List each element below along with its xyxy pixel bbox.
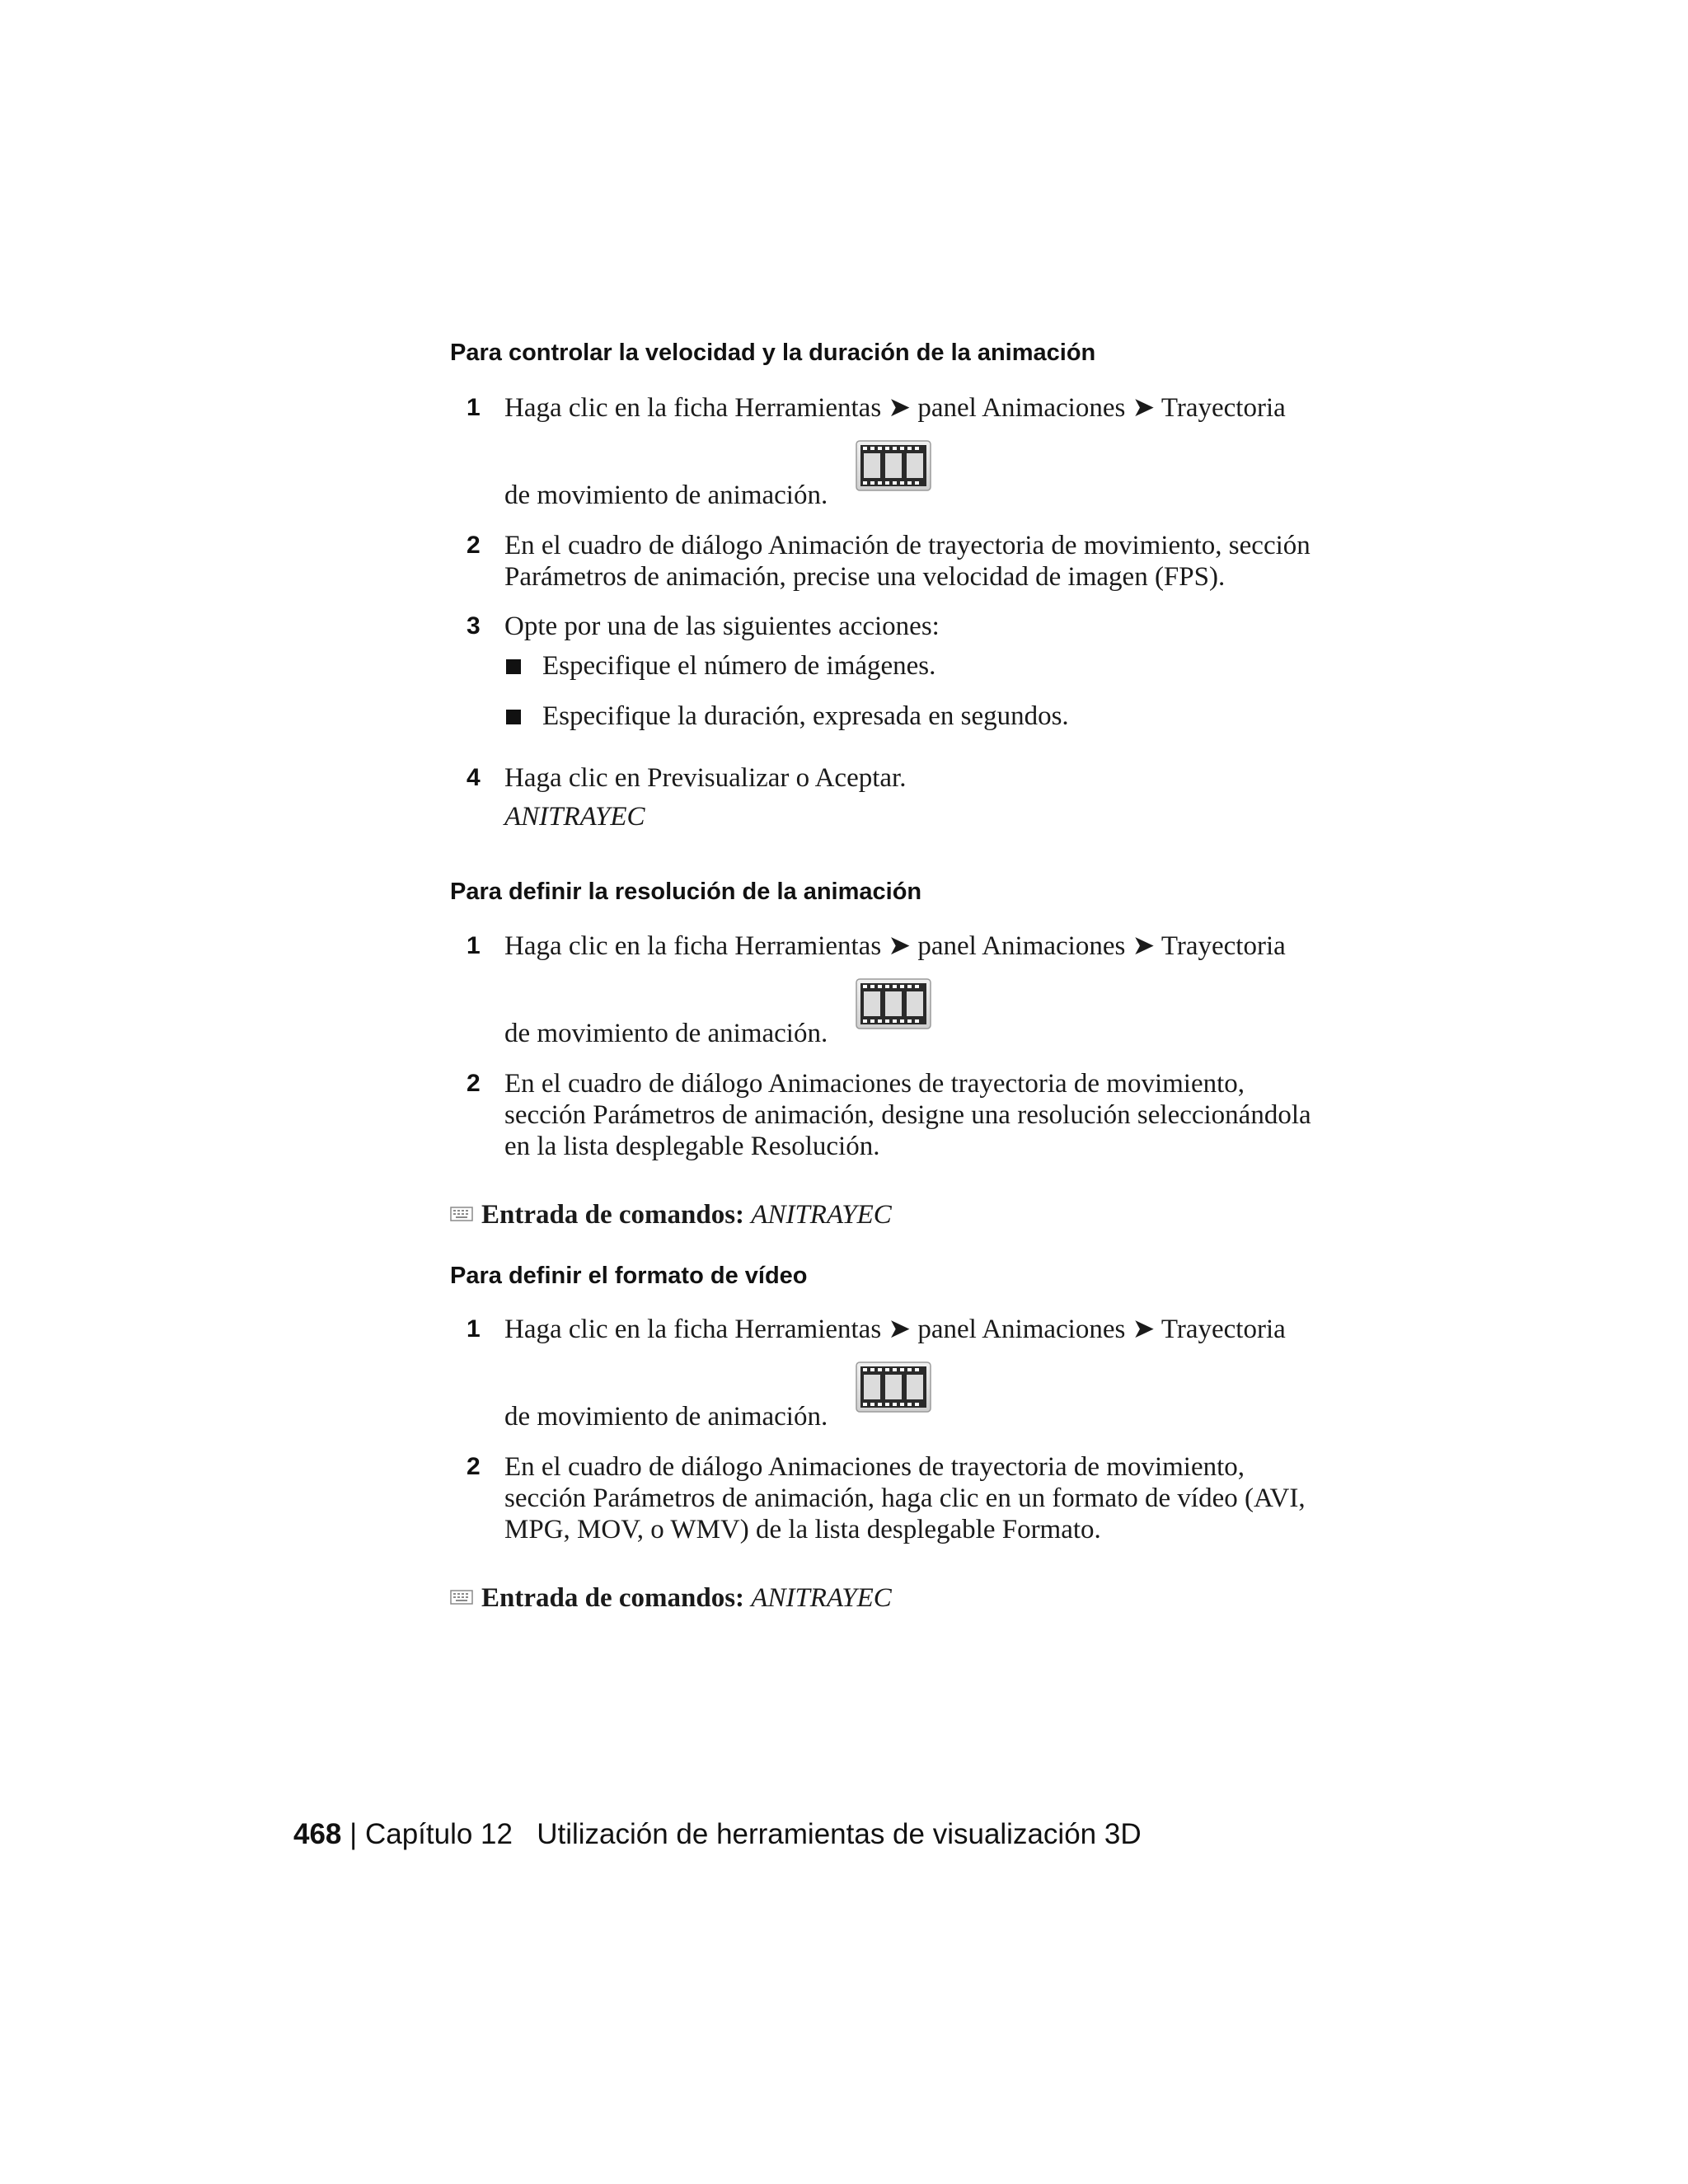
section-heading-resolution: Para definir la resolución de la animación: [450, 879, 922, 905]
step-number: 1: [467, 394, 481, 421]
step-text: sección Parámetros de animación, haga clic en un formato de vídeo (AVI,: [504, 1483, 1306, 1513]
bullet-text: Especifique el número de imágenes.: [542, 651, 936, 681]
step-number: 4: [467, 764, 481, 791]
step-number: 3: [467, 612, 481, 640]
step-text: Haga clic en la ficha Herramientas ➤ panel Animaciones ➤ Trayectoria: [504, 393, 1286, 423]
step-number: 2: [467, 532, 481, 559]
keyboard-icon: [450, 1588, 473, 1606]
step-text: en la lista desplegable Resolución.: [504, 1132, 880, 1161]
step-text: de movimiento de animación.: [504, 480, 828, 510]
step-text: de movimiento de animación.: [504, 1019, 828, 1048]
film-strip-icon: [856, 978, 931, 1029]
bullet-text: Especifique la duración, expresada en segundos.: [542, 701, 1069, 731]
step-text: sección Parámetros de animación, designe una resolución seleccionándola: [504, 1100, 1311, 1130]
step-text: MPG, MOV, o WMV) de la lista desplegable Formato.: [504, 1515, 1101, 1544]
film-strip-icon: [856, 440, 931, 491]
step-text: En el cuadro de diálogo Animaciones de trayectoria de movimiento,: [504, 1069, 1245, 1099]
step-text: En el cuadro de diálogo Animación de trayectoria de movimiento, sección: [504, 531, 1311, 560]
step-text: Haga clic en la ficha Herramientas ➤ panel Animaciones ➤ Trayectoria: [504, 931, 1286, 961]
command-entry: [481, 1583, 892, 1614]
step-number: 2: [467, 1453, 481, 1480]
step-text: Haga clic en Previsualizar o Aceptar.: [504, 763, 907, 793]
page-number: 468: [293, 1818, 342, 1850]
step-text: de movimiento de animación.: [504, 1402, 828, 1432]
command-entry-label: Entrada de comandos:: [481, 1583, 745, 1613]
section-heading-speed-duration: Para controlar la velocidad y la duración de la animación: [450, 340, 1096, 366]
chapter-label: Capítulo 12: [364, 1818, 513, 1850]
film-strip-icon: [856, 1361, 931, 1413]
step-text: Opte por una de las siguientes acciones:: [504, 612, 940, 641]
command-name: ANITRAYEC: [504, 802, 645, 832]
bullet-square: [506, 710, 521, 724]
command-entry-label: Entrada de comandos:: [481, 1200, 745, 1230]
command-entry-value: ANITRAYEC: [751, 1200, 892, 1230]
step-text: Parámetros de animación, precise una velocidad de imagen (FPS).: [504, 562, 1226, 592]
section-heading-video-format: Para definir el formato de vídeo: [450, 1263, 808, 1289]
command-entry: [481, 1200, 892, 1230]
keyboard-icon: [450, 1205, 473, 1223]
page-footer: [293, 1818, 1142, 1851]
bullet-square: [506, 659, 521, 674]
step-text: Haga clic en la ficha Herramientas ➤ panel Animaciones ➤ Trayectoria: [504, 1315, 1286, 1344]
step-number: 1: [467, 1315, 481, 1343]
footer-separator: |: [349, 1818, 358, 1850]
chapter-title: Utilización de herramientas de visualización 3D: [537, 1818, 1142, 1850]
step-number: 1: [467, 932, 481, 959]
step-number: 2: [467, 1070, 481, 1097]
command-entry-value: ANITRAYEC: [751, 1583, 892, 1613]
step-text: En el cuadro de diálogo Animaciones de trayectoria de movimiento,: [504, 1452, 1245, 1482]
